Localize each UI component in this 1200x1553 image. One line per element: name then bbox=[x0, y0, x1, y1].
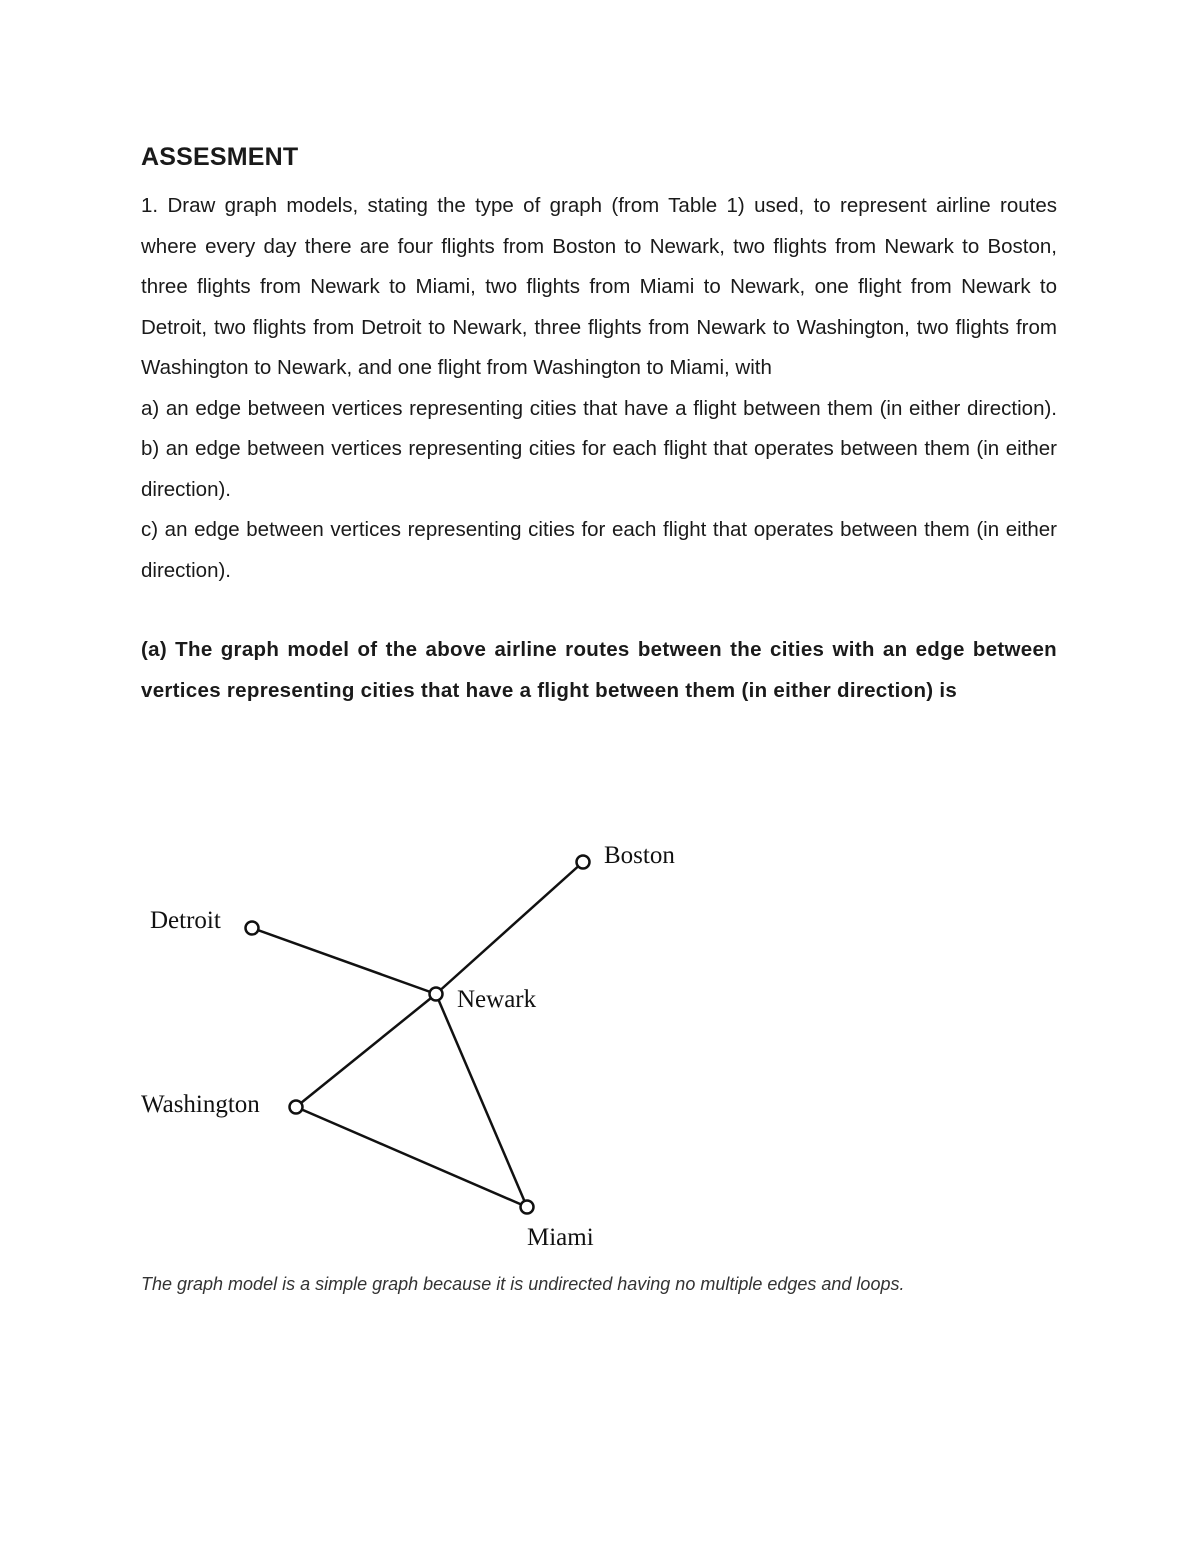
vertex-miami bbox=[521, 1201, 534, 1214]
vertex-label-washington: Washington bbox=[141, 1091, 260, 1118]
edge-detroit-newark bbox=[252, 928, 436, 994]
option-c-text: c) an edge between vertices representing cities for each flight that operates between them (in either direction). bbox=[141, 518, 1057, 582]
vertex-newark bbox=[430, 988, 443, 1001]
edge-boston-newark bbox=[436, 862, 583, 994]
vertex-detroit bbox=[246, 922, 259, 935]
vertex-boston bbox=[577, 856, 590, 869]
vertex-washington bbox=[290, 1101, 303, 1114]
edge-newark-washington bbox=[296, 994, 436, 1107]
page-title: ASSESMENT bbox=[141, 143, 299, 171]
edge-newark-miami bbox=[436, 994, 527, 1207]
vertex-label-miami: Miami bbox=[527, 1224, 594, 1251]
answer-intro-text: (a) The graph model of the above airline routes between the cities with an edge between vertices representing cities that have a flight between them (in either direction) is bbox=[141, 638, 1057, 702]
question-text: 1. Draw graph models, stating the type of graph (from Table 1) used, to represent airline routes where every day there are four flights from Boston to Newark, two flights from Newark to Boston, three flights from Newark to Miami, two flights from Miami to Newark, one flight from Newark to Detroit, two flights from Detroit to Newark, three flights from Newark to Washington, two flights from Washington to Newark, and one flight from Washington to Miami, with bbox=[141, 194, 1057, 379]
option-a-text: a) an edge between vertices representing cities that have a flight between them (in either direction). bbox=[141, 396, 1057, 420]
graph-caption: The graph model is a simple graph because it is undirected having no multiple edges and loops. bbox=[141, 1274, 905, 1294]
vertex-label-detroit: Detroit bbox=[150, 907, 221, 934]
vertex-label-boston: Boston bbox=[604, 842, 675, 869]
document-body bbox=[141, 140, 1057, 711]
option-b-text: b) an edge between vertices representing cities for each flight that operates between them (in either direction). bbox=[141, 437, 1057, 501]
edge-washington-miami bbox=[296, 1107, 527, 1207]
vertex-label-newark: Newark bbox=[457, 986, 537, 1013]
